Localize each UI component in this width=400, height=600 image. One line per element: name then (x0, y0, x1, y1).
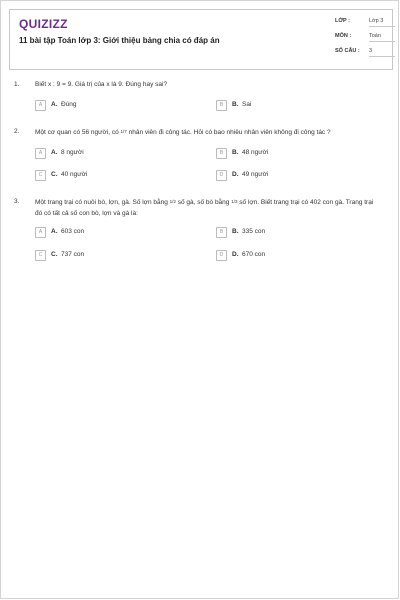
question-text-part: số lợn. Biết trang trại có 402 con gà. Trang trại (239, 199, 374, 206)
answer-option[interactable] (216, 148, 366, 159)
question-text-part: số gà, số bò bằng (177, 199, 230, 206)
option-label: B. (232, 228, 239, 235)
option-text: Sai (242, 101, 252, 108)
option-label: C. (51, 251, 58, 258)
option-text: 737 con (61, 251, 85, 258)
meta-label-subject: MÔN : (335, 33, 352, 39)
option-letter-box: D (216, 250, 227, 261)
worksheet-title: 11 bài tập Toán lớp 3: Giới thiệu bảng chia có đáp án (19, 36, 220, 45)
question-text (35, 196, 391, 219)
option-label: B. (232, 101, 239, 108)
option-letter-box: A (35, 148, 46, 159)
option-text: 40 người (61, 171, 88, 178)
question-text (35, 126, 391, 138)
option-text: 48 người (242, 149, 269, 156)
question-text-part: Một trang trại có nuôi bò, lợn, gà. Số lợn bằng (35, 199, 168, 206)
question-text-part: nhân viên đi công tác. Hỏi có bao nhiêu nhân viên không đi công tác ? (128, 129, 331, 136)
answer-option[interactable] (35, 100, 185, 111)
answer-option[interactable] (35, 170, 185, 181)
option-text: Đúng (61, 101, 77, 108)
answer-option[interactable] (35, 250, 185, 261)
meta-value-class: Lớp 3 (369, 18, 395, 27)
answer-option[interactable] (216, 170, 366, 181)
fraction: 1/7 (120, 129, 127, 134)
option-text: 49 người (242, 171, 269, 178)
option-text: 603 con (61, 228, 85, 235)
question-text-part: Một cơ quan có 56 người, có (35, 129, 119, 136)
meta-label-class: LỚP : (335, 18, 350, 24)
option-letter-box: A (35, 227, 46, 238)
fraction: 1/3 (231, 199, 238, 204)
answer-option[interactable] (216, 250, 366, 261)
option-letter-box: B (216, 227, 227, 238)
option-label: D. (232, 171, 239, 178)
option-letter-box: D (216, 170, 227, 181)
option-letter-box: A (35, 100, 46, 111)
meta-label-count: SỐ CÂU : (335, 48, 360, 54)
answer-option[interactable] (216, 227, 366, 238)
option-text: 8 người (61, 149, 84, 156)
question-number: 2. (14, 128, 20, 135)
option-label: A. (51, 228, 58, 235)
meta-value-subject: Toán (369, 33, 395, 42)
option-label: A. (51, 149, 58, 156)
question-text-part: đó có tất cả số con bò, lợn và gà là: (35, 210, 138, 217)
quizizz-logo: QUIZIZZ (19, 17, 68, 31)
answer-option[interactable] (35, 227, 185, 238)
question-number: 1. (14, 81, 20, 88)
option-letter-box: B (216, 100, 227, 111)
answer-option[interactable] (35, 148, 185, 159)
option-text: 670 con (242, 251, 266, 258)
option-label: A. (51, 101, 58, 108)
option-letter-box: C (35, 170, 46, 181)
option-label: B. (232, 149, 239, 156)
fraction: 1/2 (169, 199, 176, 204)
option-letter-box: B (216, 148, 227, 159)
option-text: 335 con (242, 228, 266, 235)
option-label: D. (232, 251, 239, 258)
meta-value-count: 3 (369, 48, 395, 57)
worksheet-header (9, 9, 393, 70)
question-number: 3. (14, 198, 20, 205)
option-letter-box: C (35, 250, 46, 261)
answer-option[interactable] (216, 100, 366, 111)
question-text: Biết x : 9 = 9. Giá trị của x là 9. Đúng hay sai? (35, 81, 168, 88)
option-label: C. (51, 171, 58, 178)
